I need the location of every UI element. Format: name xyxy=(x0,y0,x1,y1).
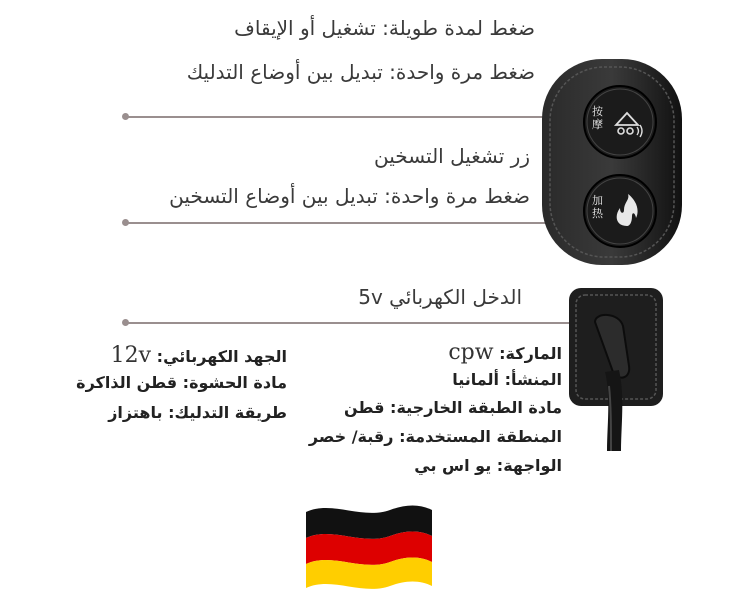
heat-button[interactable] xyxy=(584,176,656,248)
spec-value: قطن الذاكرة xyxy=(76,373,178,392)
leader-line-heat xyxy=(126,222,602,224)
callout-heat-short-press: ضغط مرة واحدة: تبديل بين أوضاع التسخين xyxy=(169,184,530,208)
spec-key: الماركة: xyxy=(499,344,562,363)
spec-value: ألمانيا xyxy=(452,370,499,389)
spec-value: قطن xyxy=(344,398,385,417)
spec-key: المنطقة المستخدمة: xyxy=(399,427,562,446)
leader-line-input xyxy=(126,322,588,324)
spec-key: الواجهة: xyxy=(496,456,562,475)
spec-key: الجهد الكهربائي: xyxy=(156,347,287,366)
spec-key: مادة الحشوة: xyxy=(182,373,287,392)
spec-item xyxy=(309,427,562,456)
spec-item xyxy=(309,340,562,370)
callout-power-input: الدخل الكهربائي 5v xyxy=(358,285,522,309)
spec-item xyxy=(76,343,287,373)
spec-value: cpw xyxy=(448,340,494,365)
massage-icon xyxy=(610,105,644,139)
massage-button[interactable] xyxy=(584,87,656,159)
spec-item xyxy=(309,398,562,427)
german-flag-icon xyxy=(302,500,442,592)
spec-item xyxy=(309,456,562,485)
leader-line-power xyxy=(126,116,602,118)
heat-button-label: 加热 xyxy=(592,194,603,220)
massage-button-label: 按摩 xyxy=(592,105,603,131)
spec-key: المنشأ: xyxy=(504,370,562,389)
spec-key: طريقة التدليك: xyxy=(168,403,287,422)
callout-heat-button: زر تشغيل التسخين xyxy=(374,144,530,168)
specs-left xyxy=(76,343,287,433)
callout-power-long-press: ضغط لمدة طويلة: تشغيل أو الإيقاف xyxy=(234,16,535,40)
callout-power-short-press: ضغط مرة واحدة: تبديل بين أوضاع التدليك xyxy=(186,60,535,84)
power-input-cable-image xyxy=(567,286,665,451)
spec-key: مادة الطبقة الخارجية: xyxy=(390,398,562,417)
spec-item xyxy=(76,403,287,433)
spec-value: رقبة/ خصر xyxy=(308,427,394,446)
specs-right xyxy=(309,340,562,485)
flame-icon xyxy=(610,192,644,228)
spec-value: 12v xyxy=(110,343,152,368)
spec-value: باهتزاز xyxy=(108,403,163,422)
spec-item xyxy=(309,370,562,398)
spec-item xyxy=(76,373,287,403)
spec-value: يو اس بي xyxy=(414,456,492,475)
